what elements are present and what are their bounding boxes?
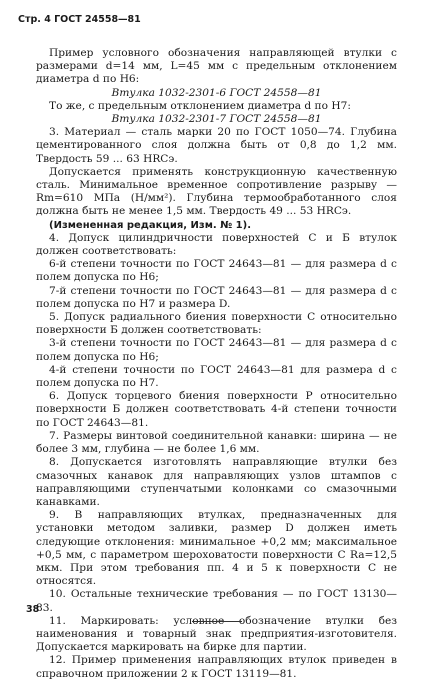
paragraph: 5. Допуск радиального биения поверхности С относительно поверхности Б должен соответствовать: bbox=[36, 311, 397, 337]
paragraph: 4-й степени точности по ГОСТ 24643—81 для размера d с полем допуска по Н7. bbox=[36, 363, 397, 390]
page-header: Стр. 4 ГОСТ 24558—81 bbox=[18, 14, 141, 25]
designation-example: Втулка 1032-2301-7 ГОСТ 24558—81 bbox=[111, 113, 322, 126]
page-number: 38 bbox=[26, 604, 40, 615]
designation-example: Втулка 1032-2301-6 ГОСТ 24558—81 bbox=[111, 86, 322, 99]
paragraph: 7. Размеры винтовой соединительной канавки: ширина — не более 3 мм, глубина — не более 1,6 мм. bbox=[36, 429, 397, 456]
paragraph: 3-й степени точности по ГОСТ 24643—81 — для размера d с полем допуска по Н6; bbox=[36, 337, 397, 363]
paragraph: 4. Допуск цилиндричности поверхностей С и Б втулок должен соответствовать: bbox=[36, 231, 397, 258]
paragraph: 6. Допуск торцевого биения поверхности Р относительно поверхности Б должен соответствовать 4-й степени точности по ГОСТ 24643—81. bbox=[36, 390, 397, 429]
paragraph: Пример условного обозначения направляющей втулки с размерами d=14 мм, L=45 мм с предельным отклонением диаметра d по Н6: bbox=[36, 47, 397, 86]
paragraph: 8. Допускается изготовлять направляющие втулки без смазочных канавок для направляющих узлов штампов с направляющими ступенчатыми колонками со смазочными канавками. bbox=[36, 456, 397, 508]
paragraph: 9. В направляющих втулках, предназначенных для установки методом заливки, размер D должен иметь следующие отклонения: минимальное +0,2 мм; максимальное +0,5 мм, с параметром шероховатости поверхности С Ra=12,5 мкм. При этом требования пп. 4 и 5 к поверхности С не относятся. bbox=[36, 509, 397, 588]
footer-divider bbox=[192, 621, 242, 622]
paragraph: 6-й степени точности по ГОСТ 24643—81 — для размера d с полем допуска по Н6; bbox=[36, 258, 397, 284]
paragraph: 11. Маркировать: условное обозначение втулки без наименования и товарный знак предприятия-изготовителя. Допускается маркировать на бирке для партии. bbox=[36, 614, 397, 654]
paragraph: То же, с предельным отклонением диаметра d по Н7: bbox=[49, 99, 351, 112]
paragraph: 3. Материал — сталь марки 20 по ГОСТ 1050—74. Глубина цементированного слоя должна быть от 0,8 до 1,2 мм. Твердость 59 ... 63 HRCэ. bbox=[36, 126, 397, 165]
paragraph: 10. Остальные технические требования — по ГОСТ 13130—83. bbox=[36, 588, 397, 614]
document-body bbox=[36, 47, 397, 681]
paragraph: 12. Пример применения направляющих втулок приведен в справочном приложении 2 к ГОСТ 13119—81. bbox=[36, 654, 397, 680]
amendment-note: (Измененная редакция, Изм. № 1). bbox=[49, 219, 252, 231]
paragraph: Допускается применять конструкционную качественную сталь. Минимальное временное сопротивление разрыву — Rm=610 МПа (Н/мм²). Глубина термообработанного слоя должна быть не менее 1,5 мм. Твердость 49 ... 53 HRCэ. bbox=[36, 165, 397, 218]
paragraph: 7-й степени точности по ГОСТ 24643—81 — для размера d с полем допуска по Н7 и размера D. bbox=[36, 284, 397, 310]
